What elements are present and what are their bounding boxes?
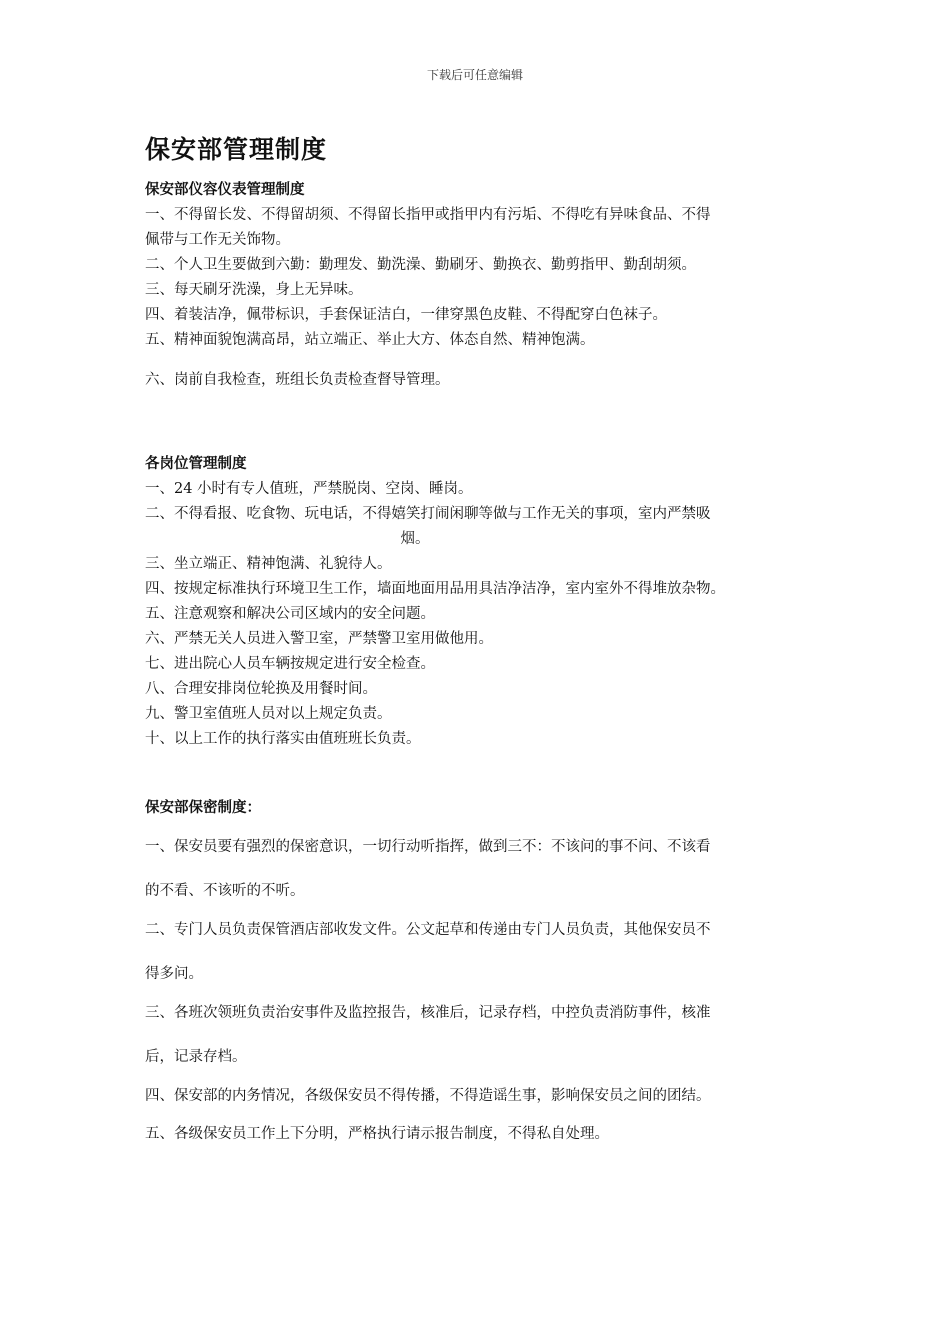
section-heading-confidentiality: 保安部保密制度： — [145, 800, 261, 816]
paragraph-line: 七、进出院心人员车辆按规定进行安全检查。 — [145, 656, 435, 672]
paragraph-line: 六、严禁无关人员进入警卫室，严禁警卫室用做他用。 — [145, 631, 493, 647]
paragraph-line: 二、个人卫生要做到六勤：勤理发、勤洗澡、勤刷牙、勤换衣、勤剪指甲、勤刮胡须。 — [145, 257, 696, 273]
paragraph-line: 二、专门人员负责保管酒店部收发文件。公文起草和传递由专门人员负责，其他保安员不 — [145, 922, 711, 938]
paragraph-line: 一、保安员要有强烈的保密意识，一切行动听指挥，做到三不：不该问的事不问、不该看 — [145, 839, 711, 855]
paragraph-line: 三、各班次领班负责治安事件及监控报告，核准后，记录存档，中控负责消防事件，核准 — [145, 1005, 711, 1021]
paragraph-line: 烟。 — [400, 531, 430, 547]
paragraph-line: 的不看、不该听的不听。 — [145, 883, 305, 899]
paragraph-line: 三、每天刷牙洗澡，身上无异味。 — [145, 282, 363, 298]
paragraph-line: 一、24 小时有专人值班，严禁脱岗、空岗、睡岗。 — [145, 481, 473, 497]
section-heading-posts: 各岗位管理制度 — [145, 456, 247, 472]
paragraph-line: 三、坐立端正、精神饱满、礼貌待人。 — [145, 556, 392, 572]
paragraph-line: 五、注意观察和解决公司区域内的安全问题。 — [145, 606, 435, 622]
paragraph-line: 九、警卫室值班人员对以上规定负责。 — [145, 706, 392, 722]
paragraph-line: 佩带与工作无关饰物。 — [145, 232, 290, 248]
paragraph-line: 四、保安部的内务情况，各级保安员不得传播，不得造谣生事，影响保安员之间的团结。 — [145, 1088, 711, 1104]
paragraph-line: 四、着装洁净，佩带标识，手套保证洁白，一律穿黑色皮鞋、不得配穿白色袜子。 — [145, 307, 667, 323]
paragraph-line: 后，记录存档。 — [145, 1049, 247, 1065]
page-title: 保安部管理制度 — [145, 135, 328, 164]
section-heading-appearance: 保安部仪容仪表管理制度 — [145, 182, 305, 198]
paragraph-line: 五、精神面貌饱满高昂，站立端正、举止大方、体态自然、精神饱满。 — [145, 332, 595, 348]
paragraph-line: 二、不得看报、吃食物、玩电话，不得嬉笑打闹闲聊等做与工作无关的事项，室内严禁吸 — [145, 506, 711, 522]
paragraph-line: 六、岗前自我检查，班组长负责检查督导管理。 — [145, 372, 450, 388]
header-note: 下载后可任意编辑 — [426, 68, 523, 82]
paragraph-line: 得多问。 — [145, 966, 203, 982]
paragraph-line: 四、按规定标准执行环境卫生工作，墙面地面用品用具洁净洁净，室内室外不得堆放杂物。 — [145, 581, 725, 597]
paragraph-line: 五、各级保安员工作上下分明，严格执行请示报告制度，不得私自处理。 — [145, 1126, 609, 1142]
paragraph-line: 一、不得留长发、不得留胡须、不得留长指甲或指甲内有污垢、不得吃有异味食品、不得 — [145, 207, 711, 223]
paragraph-line: 八、合理安排岗位轮换及用餐时间。 — [145, 681, 377, 697]
paragraph-line: 十、以上工作的执行落实由值班班长负责。 — [145, 731, 421, 747]
